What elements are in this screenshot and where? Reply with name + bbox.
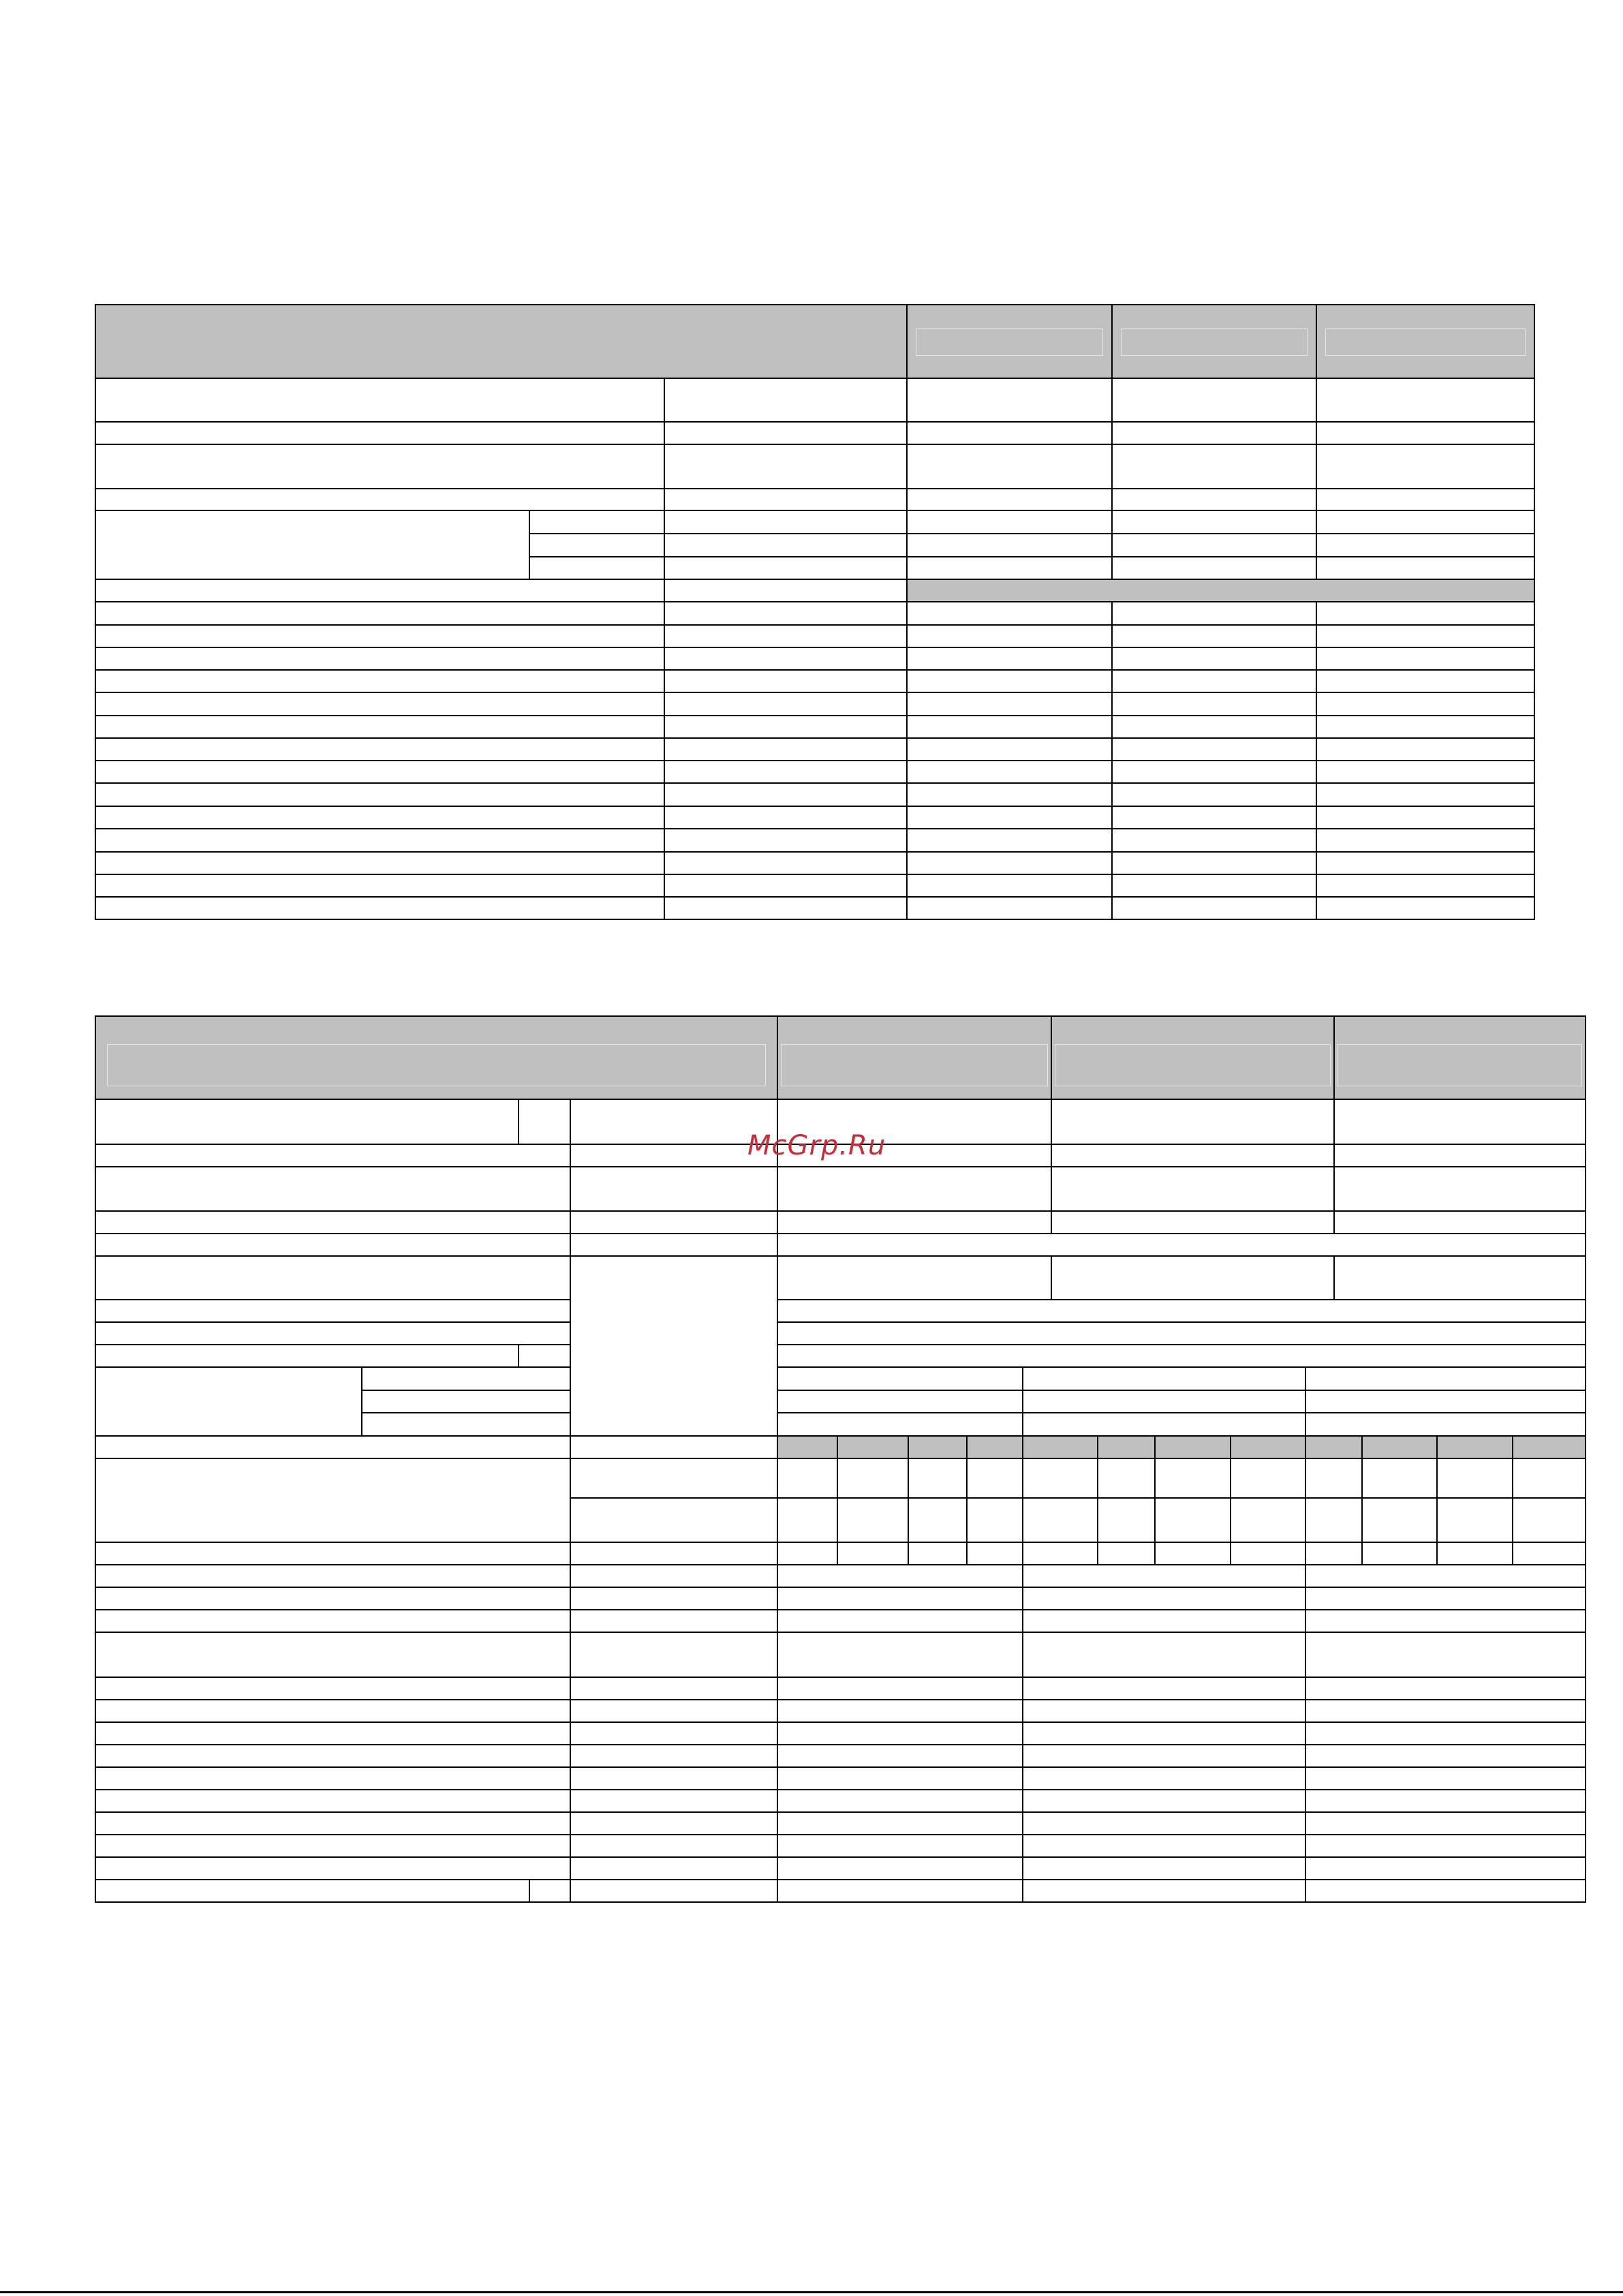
table1-label-cell — [95, 579, 665, 602]
table2-subgrid-header — [1361, 1435, 1438, 1459]
table1-unit-cell — [664, 874, 908, 898]
table1-label-cell — [95, 760, 665, 784]
table1-value-cell — [906, 692, 1113, 716]
table2-unit-cell — [570, 1856, 778, 1880]
table2-value-cell — [1305, 1744, 1586, 1768]
table1-value-cell — [1111, 624, 1317, 648]
table1-value-cell — [1111, 556, 1317, 580]
table2-unit-cell — [570, 1632, 778, 1678]
table1-value-cell — [1316, 692, 1535, 716]
table1-value-cell — [906, 421, 1113, 445]
table2-sublabel-cell — [361, 1412, 571, 1437]
table2-value-cell — [1022, 1744, 1306, 1768]
table2-span-cell — [777, 1233, 1586, 1257]
table2-value-cell — [1305, 1564, 1586, 1588]
table2-label-cell — [95, 1632, 571, 1678]
table1-unit-cell — [664, 692, 908, 716]
table1-value-cell — [906, 669, 1113, 693]
table2-subgrid-cell — [1230, 1497, 1306, 1543]
table2-value-cell — [1305, 1834, 1586, 1858]
table2-unit-cell — [570, 1233, 778, 1257]
table1-value-cell — [1316, 715, 1535, 739]
table2-label-cell — [518, 1099, 571, 1145]
table1-value-cell — [906, 488, 1113, 511]
table1-value-cell — [906, 806, 1113, 829]
table2-label-cell — [95, 1811, 571, 1835]
table2-unit-cell — [570, 1677, 778, 1700]
table2-unit-cell — [570, 1721, 778, 1745]
table2-value-cell — [1305, 1632, 1586, 1678]
table2-subgrid-cell — [777, 1497, 838, 1543]
table2-subgrid-cell — [1512, 1458, 1586, 1499]
table2-unit-cell — [570, 1766, 778, 1790]
table1-value-cell — [1111, 692, 1317, 716]
table2-label-cell — [518, 1344, 571, 1368]
table2-sublabel-cell — [361, 1366, 571, 1391]
table2-subgrid-cell — [908, 1497, 968, 1543]
table1-value-cell — [1316, 488, 1535, 511]
table2-subgrid-cell — [1154, 1542, 1231, 1565]
table2-subgrid-header — [1097, 1435, 1156, 1459]
table1-value-cell — [906, 760, 1113, 784]
table2-label-cell — [95, 1564, 571, 1588]
table1-value-cell — [1316, 851, 1535, 875]
table1-value-cell — [906, 601, 1113, 626]
table2-subgrid-cell — [1230, 1458, 1306, 1499]
table2-subgrid-cell — [1154, 1458, 1231, 1499]
table1-value-cell — [1316, 874, 1535, 898]
table2-subgrid-header — [1230, 1435, 1306, 1459]
table2-subgrid-cell — [1361, 1458, 1438, 1499]
table2-subgrid-header — [777, 1435, 838, 1459]
table1-sublabel-cell — [529, 533, 665, 557]
table2-unit-cell — [570, 1564, 778, 1588]
table2-unit-merged — [570, 1255, 778, 1437]
table1-value-cell — [1111, 760, 1317, 784]
table2-value-cell — [1305, 1390, 1586, 1414]
table1-value-cell — [1316, 624, 1535, 648]
table2-value-cell — [1022, 1699, 1306, 1723]
table2-label-cell — [95, 1587, 571, 1610]
table1-value-cell — [906, 874, 1113, 898]
table1-value-cell — [1316, 421, 1535, 445]
table2-value-cell — [1022, 1390, 1306, 1414]
table2-header-inner — [1055, 1044, 1331, 1086]
table2-value-cell — [1333, 1144, 1586, 1167]
table2-subgrid-cell — [1022, 1497, 1098, 1543]
table2-label-cell — [95, 1435, 571, 1459]
table2-label-cell — [95, 1721, 571, 1745]
table1-label-cell — [95, 782, 665, 807]
table2-label-cell — [95, 1299, 571, 1323]
table2-value-cell — [1022, 1677, 1306, 1700]
table1-value-cell — [906, 828, 1113, 853]
table1-unit-cell — [664, 737, 908, 761]
table2-sublabel-cell — [361, 1390, 571, 1414]
table1-value-cell — [906, 510, 1113, 534]
table2-label-cell — [529, 1879, 571, 1903]
table2-value-cell — [1305, 1677, 1586, 1700]
table1-label-cell — [95, 378, 665, 423]
table2-label-cell — [95, 1879, 530, 1903]
table1-value-cell — [906, 647, 1113, 671]
table1-value-cell — [1111, 715, 1317, 739]
table1-value-cell — [1111, 533, 1317, 557]
table1-header-label — [95, 304, 908, 379]
table2-unit-cell — [570, 1789, 778, 1813]
table1-value-cell — [1316, 782, 1535, 807]
table2-value-cell — [1051, 1144, 1335, 1167]
watermark-text: McGrp.Ru — [747, 1130, 886, 1161]
table1-value-cell — [1111, 737, 1317, 761]
table2-subgrid-cell — [1097, 1542, 1156, 1565]
table2-value-cell — [1022, 1766, 1306, 1790]
table2-value-cell — [777, 1744, 1023, 1768]
table2-value-cell — [1022, 1879, 1306, 1903]
table2-unit-cell — [570, 1435, 778, 1459]
table2-subgrid-cell — [777, 1542, 838, 1565]
table2-value-cell — [777, 1632, 1023, 1678]
table2-subgrid-cell — [1512, 1542, 1586, 1565]
table2-subgrid-cell — [1022, 1458, 1098, 1499]
table1-value-cell — [906, 782, 1113, 807]
table2-value-cell — [1305, 1856, 1586, 1880]
table1-value-cell — [1316, 737, 1535, 761]
table2-subgrid-cell — [966, 1542, 1023, 1565]
table1-value-cell — [1111, 806, 1317, 829]
table2-value-cell — [1333, 1166, 1586, 1212]
table1-label-cell — [95, 669, 665, 693]
table1-value-cell — [1316, 533, 1535, 557]
table2-value-cell — [1051, 1099, 1335, 1145]
table1-unit-cell — [664, 579, 908, 602]
table1-unit-cell — [664, 806, 908, 829]
table2-header-inner — [1338, 1044, 1582, 1086]
table2-subgrid-cell — [1230, 1542, 1306, 1565]
table1-value-cell — [906, 378, 1113, 423]
table1-value-cell — [1111, 874, 1317, 898]
table2-value-cell — [777, 1166, 1052, 1212]
table2-value-cell — [1022, 1789, 1306, 1813]
table2-value-cell — [1305, 1587, 1586, 1610]
table2-value-cell — [1022, 1412, 1306, 1437]
table2-unit-cell — [570, 1458, 778, 1499]
table2-value-cell — [777, 1856, 1023, 1880]
table1-label-cell — [95, 647, 665, 671]
table2-unit-cell — [570, 1587, 778, 1610]
table1-value-cell — [1316, 669, 1535, 693]
table1-value-cell — [906, 896, 1113, 920]
table1-unit-cell — [664, 715, 908, 739]
table2-value-cell — [777, 1811, 1023, 1835]
table1-label-cell — [95, 874, 665, 898]
table2-subgrid-cell — [1305, 1458, 1363, 1499]
table1-label-cell — [95, 601, 665, 626]
table2-subgrid-header — [1512, 1435, 1586, 1459]
table2-value-cell — [1305, 1879, 1586, 1903]
table1-label-cell — [95, 488, 665, 511]
table1-value-cell — [1111, 378, 1317, 423]
table1-label-cell — [95, 510, 530, 580]
table1-value-cell — [1111, 647, 1317, 671]
table2-subgrid-cell — [966, 1497, 1023, 1543]
table1-value-cell — [1316, 828, 1535, 853]
table2-value-cell — [1051, 1166, 1335, 1212]
table2-label-cell — [95, 1166, 571, 1212]
table2-unit-cell — [570, 1834, 778, 1858]
table1-unit-cell — [664, 421, 908, 445]
table1-value-cell — [1316, 760, 1535, 784]
table2-unit-cell — [570, 1609, 778, 1633]
table2-value-cell — [777, 1390, 1023, 1414]
table2-header-inner — [107, 1044, 766, 1086]
table1-unit-cell — [664, 896, 908, 920]
table1-value-cell — [1111, 782, 1317, 807]
table2-subgrid-cell — [1154, 1497, 1231, 1543]
table2-subgrid-cell — [1436, 1497, 1513, 1543]
table2-span-cell — [777, 1344, 1586, 1368]
table2-subgrid-cell — [908, 1542, 968, 1565]
table2-label-cell — [95, 1766, 571, 1790]
table2-value-cell — [777, 1766, 1023, 1790]
table1-label-cell — [95, 806, 665, 829]
table2-subgrid-cell — [837, 1458, 909, 1499]
table1-value-cell — [1111, 444, 1317, 489]
table1-value-cell — [1316, 601, 1535, 626]
table2-subgrid-cell — [966, 1458, 1023, 1499]
table2-value-cell — [1022, 1564, 1306, 1588]
table2-unit-cell — [570, 1811, 778, 1835]
table2-subgrid-cell — [1436, 1542, 1513, 1565]
table1-label-cell — [95, 851, 665, 875]
table2-label-cell — [95, 1366, 362, 1437]
table2-value-cell — [1022, 1856, 1306, 1880]
table2-label-cell — [95, 1789, 571, 1813]
table2-value-cell — [1022, 1609, 1306, 1633]
table2-value-cell — [1022, 1721, 1306, 1745]
table2-unit-cell — [570, 1699, 778, 1723]
table1-sublabel-cell — [529, 510, 665, 534]
table2-value-cell — [1022, 1811, 1306, 1835]
table2-value-cell — [1305, 1412, 1586, 1437]
table2-value-cell — [1022, 1366, 1306, 1391]
table1-label-cell — [95, 444, 665, 489]
table1-value-cell — [906, 851, 1113, 875]
table1-value-cell — [1316, 806, 1535, 829]
table1-value-cell — [1316, 510, 1535, 534]
table1-label-cell — [95, 421, 665, 445]
table1-value-cell — [906, 444, 1113, 489]
table1-value-cell — [1316, 647, 1535, 671]
table1-header-inner — [1121, 328, 1308, 356]
table2-subgrid-cell — [1022, 1542, 1098, 1565]
table1-value-cell — [1111, 828, 1317, 853]
table2-subgrid-cell — [1097, 1458, 1156, 1499]
table2-value-cell — [1305, 1609, 1586, 1633]
table1-value-cell — [1111, 896, 1317, 920]
table2-label-cell — [95, 1609, 571, 1633]
table2-subgrid-cell — [1305, 1542, 1363, 1565]
table2-value-cell — [1022, 1632, 1306, 1678]
table2-subgrid-cell — [837, 1497, 909, 1543]
table2-label-cell — [95, 1744, 571, 1768]
table1-label-cell — [95, 715, 665, 739]
table2-label-cell — [95, 1321, 571, 1345]
table2-label-cell — [95, 1542, 571, 1565]
table2-value-cell — [1305, 1366, 1586, 1391]
table1-value-cell — [906, 624, 1113, 648]
table1-value-cell — [906, 533, 1113, 557]
table2-subgrid-cell — [1361, 1542, 1438, 1565]
table2-label-cell — [95, 1458, 571, 1543]
table1-label-cell — [95, 737, 665, 761]
table2-header-inner — [781, 1044, 1048, 1086]
table2-value-cell — [777, 1834, 1023, 1858]
table2-subgrid-cell — [837, 1542, 909, 1565]
table2-value-cell — [1333, 1099, 1586, 1145]
table1-unit-cell — [664, 760, 908, 784]
table2-label-cell — [95, 1144, 571, 1167]
table2-value-cell — [777, 1587, 1023, 1610]
table2-value-cell — [777, 1721, 1023, 1745]
table1-value-cell — [1316, 896, 1535, 920]
table1-unit-cell — [664, 828, 908, 853]
table2-label-cell — [95, 1677, 571, 1700]
table2-value-cell — [777, 1366, 1023, 1391]
page-bottom-rule — [0, 2291, 1623, 2293]
table2-label-cell — [95, 1344, 519, 1368]
table2-value-cell — [1333, 1210, 1586, 1234]
table2-label-cell — [95, 1099, 519, 1145]
table2-label-cell — [95, 1856, 571, 1880]
table2-subgrid-header — [966, 1435, 1023, 1459]
table1-label-cell — [95, 624, 665, 648]
table1-unit-cell — [664, 533, 908, 557]
table2-value-cell — [777, 1564, 1023, 1588]
table1-label-cell — [95, 896, 665, 920]
table2-subgrid-header — [1154, 1435, 1231, 1459]
table1-label-cell — [95, 692, 665, 716]
table2-label-cell — [95, 1699, 571, 1723]
table2-value-cell — [1305, 1789, 1586, 1813]
table2-value-cell — [777, 1609, 1023, 1633]
table2-value-cell — [1051, 1210, 1335, 1234]
table2-value-cell — [1051, 1255, 1335, 1300]
table2-value-cell — [777, 1255, 1052, 1300]
table2-value-cell — [1305, 1699, 1586, 1723]
table1-value-cell — [906, 737, 1113, 761]
table2-value-cell — [777, 1879, 1023, 1903]
table1-unit-cell — [664, 601, 908, 626]
table1-value-cell — [1316, 556, 1535, 580]
table1-unit-cell — [664, 669, 908, 693]
table1-value-cell — [1111, 669, 1317, 693]
table2-subgrid-header — [837, 1435, 909, 1459]
table1-sublabel-cell — [529, 556, 665, 580]
table2-subgrid-header — [1305, 1435, 1363, 1459]
table2-span-cell — [777, 1321, 1586, 1345]
table2-subgrid-cell — [1512, 1497, 1586, 1543]
table2-subgrid-header — [1436, 1435, 1513, 1459]
table1-unit-cell — [664, 444, 908, 489]
table2-subgrid-cell — [777, 1458, 838, 1499]
table2-subgrid-cell — [1361, 1497, 1438, 1543]
table2-value-cell — [1333, 1255, 1586, 1300]
table1-unit-cell — [664, 647, 908, 671]
table2-label-cell — [95, 1255, 571, 1300]
table2-value-cell — [1022, 1834, 1306, 1858]
table1-value-cell — [906, 715, 1113, 739]
table2-label-cell — [95, 1233, 571, 1257]
table2-value-cell — [1305, 1811, 1586, 1835]
table2-subgrid-cell — [1436, 1458, 1513, 1499]
table1-unit-cell — [664, 624, 908, 648]
table2-value-cell — [777, 1210, 1052, 1234]
table2-value-cell — [777, 1699, 1023, 1723]
table1-value-cell — [906, 556, 1113, 580]
table2-unit-cell — [570, 1166, 778, 1212]
table2-label-cell — [95, 1834, 571, 1858]
table1-value-cell — [1316, 378, 1535, 423]
table1-value-cell — [1111, 601, 1317, 626]
table2-subgrid-header — [908, 1435, 968, 1459]
table2-label-cell — [95, 1210, 571, 1234]
table1-unit-cell — [664, 378, 908, 423]
table1-unit-cell — [664, 782, 908, 807]
table1-unit-cell — [664, 556, 908, 580]
table2-value-cell — [1022, 1587, 1306, 1610]
table2-unit-cell — [570, 1497, 778, 1543]
table1-header-inner — [1325, 328, 1526, 356]
table1-value-cell — [1111, 851, 1317, 875]
table2-unit-cell — [570, 1210, 778, 1234]
table2-subgrid-cell — [908, 1458, 968, 1499]
table1-unit-cell — [664, 851, 908, 875]
table2-subgrid-cell — [1097, 1497, 1156, 1543]
table2-value-cell — [1305, 1766, 1586, 1790]
table2-subgrid-cell — [1305, 1497, 1363, 1543]
table1-value-cell — [1316, 444, 1535, 489]
table2-unit-cell — [570, 1879, 778, 1903]
table1-label-cell — [95, 828, 665, 853]
table1-value-cell — [1111, 488, 1317, 511]
table2-value-cell — [777, 1412, 1023, 1437]
table2-value-cell — [1305, 1721, 1586, 1745]
table1-value-cell — [1111, 421, 1317, 445]
table1-value-cell — [1111, 510, 1317, 534]
table1-shaded-span — [906, 579, 1535, 602]
table2-span-cell — [777, 1299, 1586, 1323]
table2-unit-cell — [570, 1744, 778, 1768]
table2-value-cell — [777, 1789, 1023, 1813]
table2-unit-cell — [570, 1542, 778, 1565]
table1-unit-cell — [664, 510, 908, 534]
table2-value-cell — [777, 1677, 1023, 1700]
table1-header-inner — [916, 328, 1103, 356]
table2-subgrid-header — [1022, 1435, 1098, 1459]
table1-unit-cell — [664, 488, 908, 511]
